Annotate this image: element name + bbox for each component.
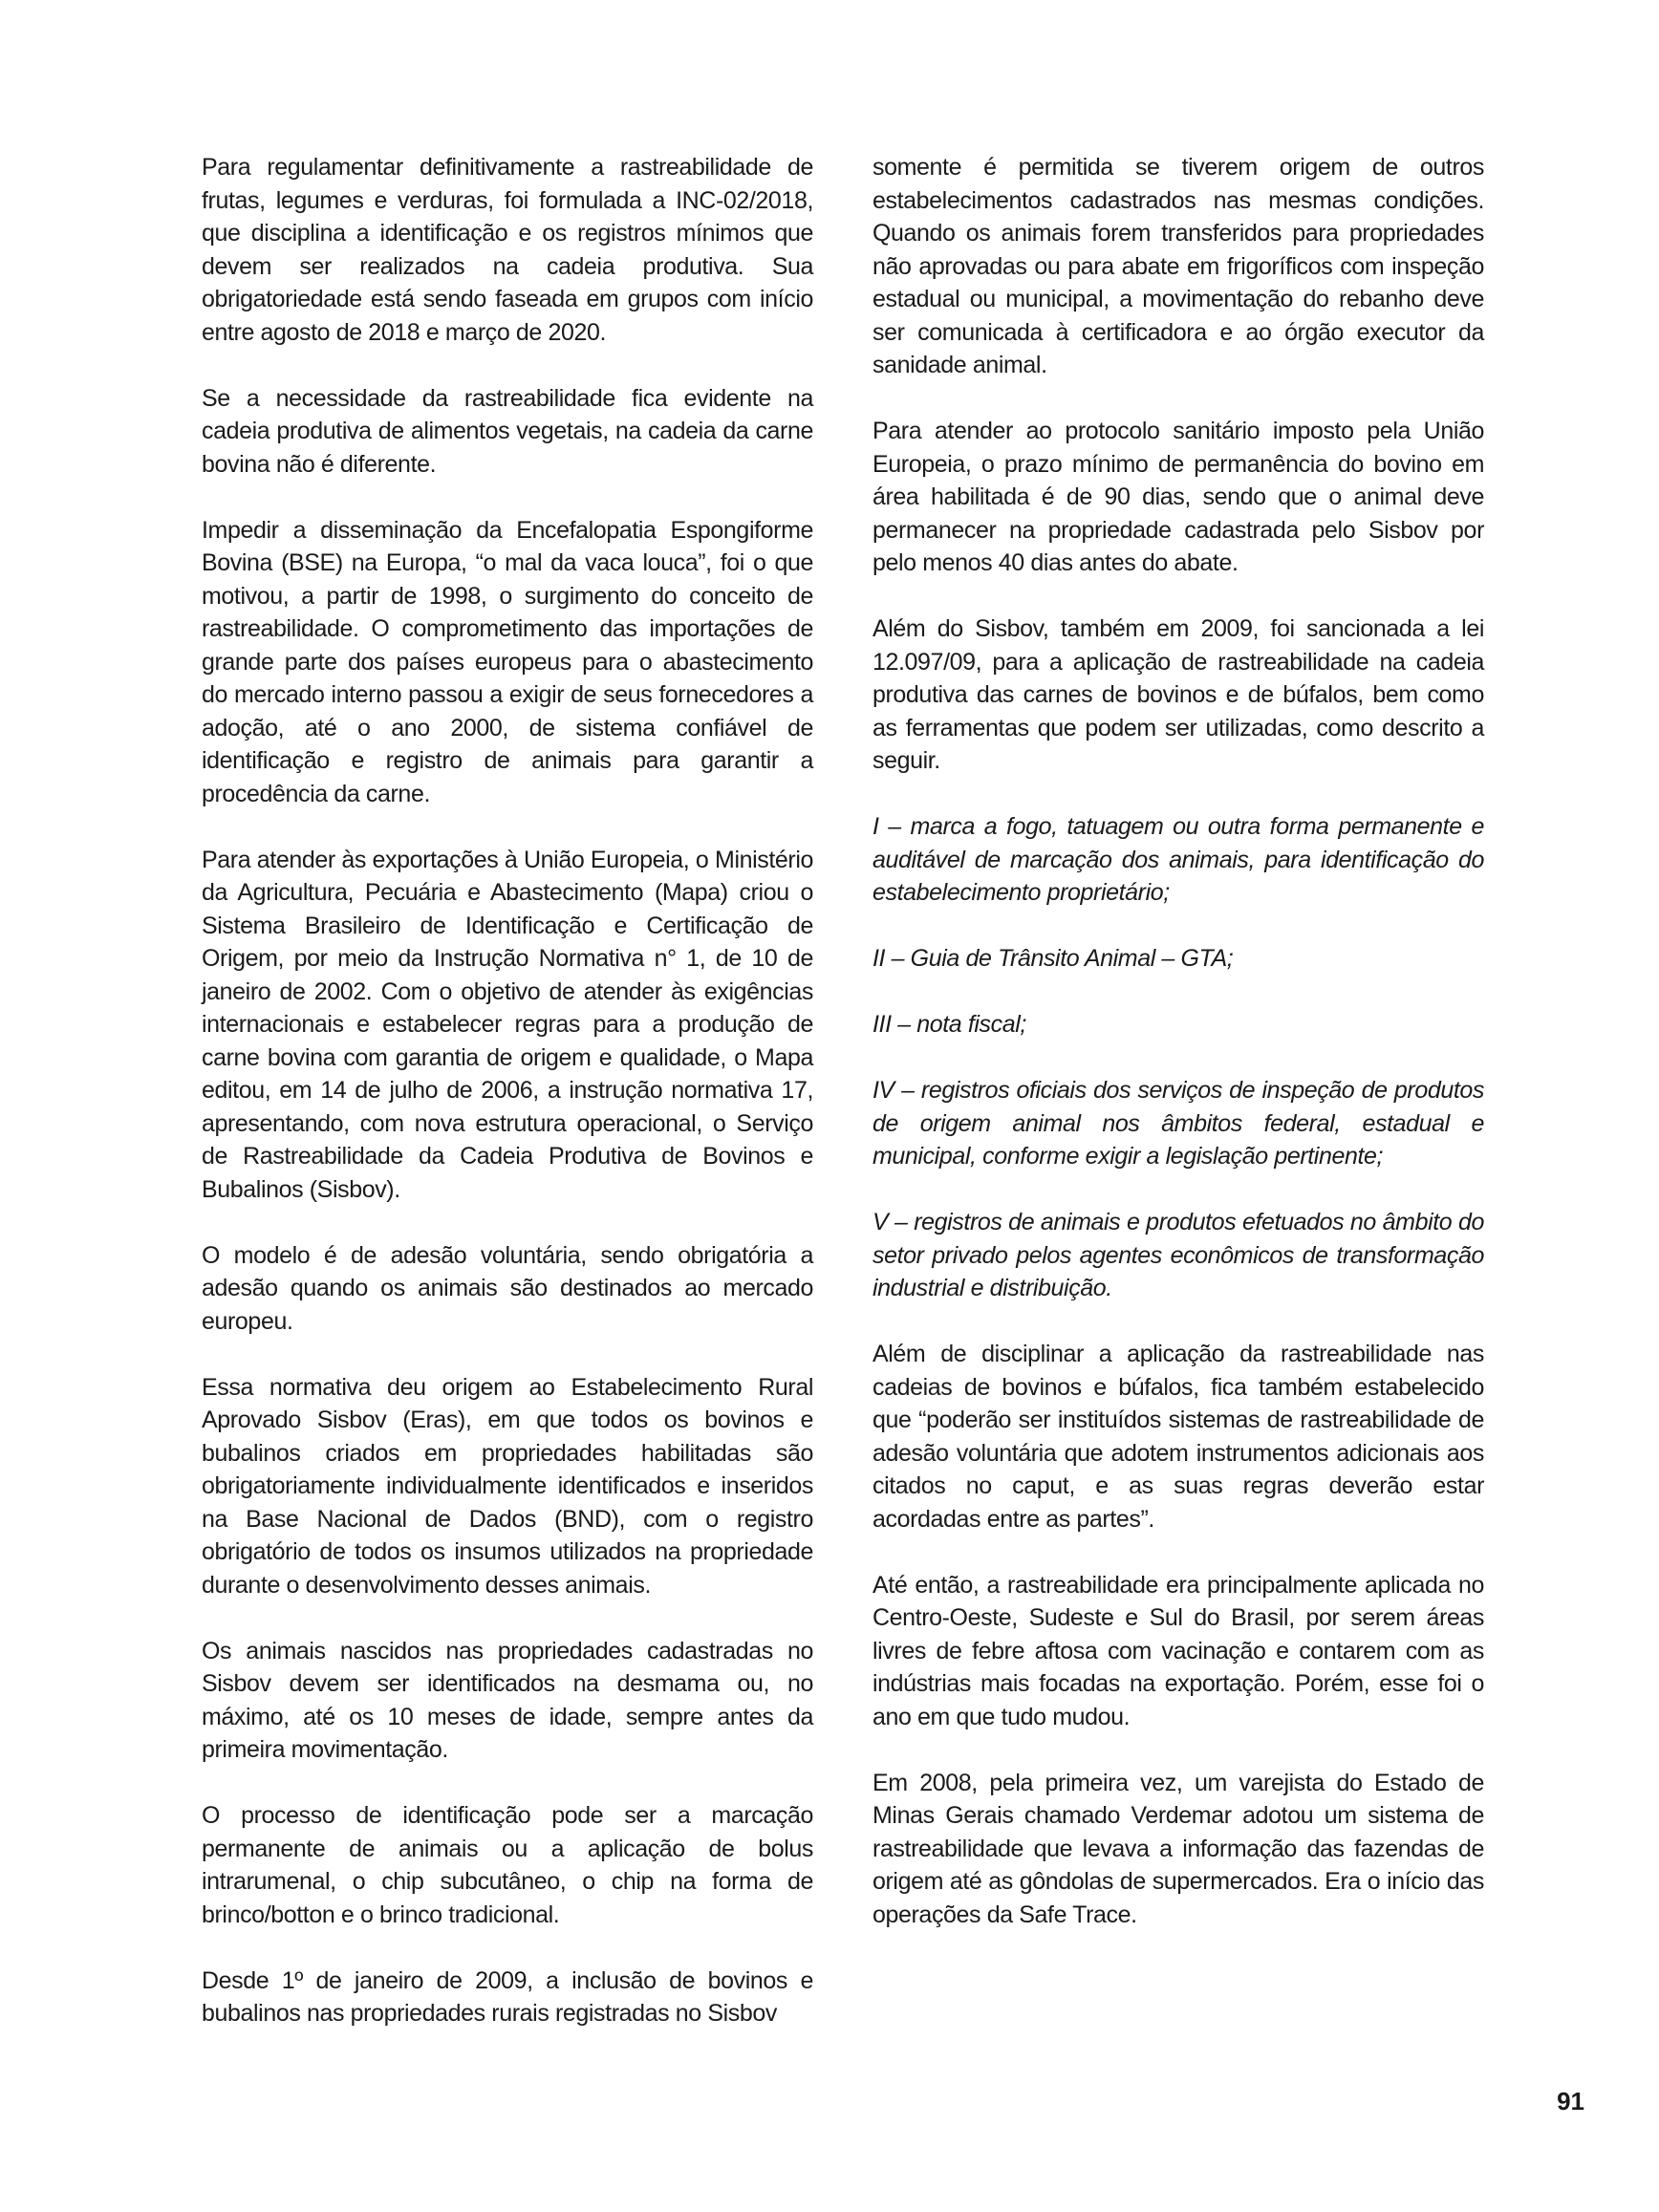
left-column [202, 151, 813, 2063]
paragraph: Os animais nascidos nas propriedades cadastradas no Sisbov devem ser identificados na desmama ou, no máximo, até os 10 meses de idade, sempre antes da primeira movimentação. [202, 1637, 813, 1763]
paragraph: Até então, a rastreabilidade era principalmente aplicada no Centro-Oeste, Sudeste e Sul do Brasil, por serem áreas livres de febre aftosa com vacinação e contarem com as indústrias mais focadas na exportação. Porém, esse foi o ano em que tudo mudou. [873, 1571, 1484, 1730]
paragraph: Se a necessidade da rastreabilidade fica evidente na cadeia produtiva de alimentos vegetais, na cadeia da carne bovina não é diferente. [202, 384, 813, 478]
law-item-v: V – registros de animais e produtos efetuados no âmbito do setor privado pelos agentes econômicos de transformação industrial e distribuição. [873, 1209, 1484, 1301]
paragraph: Além de disciplinar a aplicação da rastreabilidade nas cadeias de bovinos e búfalos, fica também estabelecido que “poderão ser instituídos sistemas de rastreabilidade de adesão voluntária que adotem instrumentos adicionais aos citados no caput, e as suas regras deverão estar acordadas entre as partes”. [873, 1341, 1484, 1533]
paragraph: Desde 1º de janeiro de 2009, a inclusão de bovinos e bubalinos nas propriedades rurais registradas no Sisbov [202, 1966, 813, 2027]
paragraph: somente é permitida se tiverem origem de outros estabelecimentos cadastrados nas mesmas condições. Quando os animais forem transferidos para propriedades não aprovadas ou para abate em frigoríficos com inspeção estadual ou municipal, a movimentação do rebanho deve ser comunicada à certificadora e ao órgão executor da sanidade animal. [873, 154, 1484, 378]
law-item-iii: III – nota fiscal; [873, 1011, 1026, 1038]
page-number: 91 [1557, 2087, 1584, 2115]
paragraph: Para atender ao protocolo sanitário imposto pela União Europeia, o prazo mínimo de permanência do bovino em área habilitada é de 90 dias, sendo que o animal deve permanecer na propriedade cadastrada pelo Sisbov por pelo menos 40 dias antes do abate. [873, 418, 1484, 576]
paragraph: Para atender às exportações à União Europeia, o Ministério da Agricultura, Pecuária e Abastecimento (Mapa) criou o Sistema Brasileiro de Identificação e Certificação de Origem, por meio da Instrução Normativa n° 1, de 10 de janeiro de 2002. Com o objetivo de atender às exigências internacionais e estabelecer regras para a produção de carne bovina com garantia de origem e qualidade, o Mapa editou, em 14 de julho de 2006, a instrução normativa 17, apresentando, com nova estrutura operacional, o Serviço de Rastreabilidade da Cadeia Produtiva de Bovinos e Bubalinos (Sisbov). [202, 846, 813, 1203]
right-column [873, 151, 1484, 1965]
paragraph: O processo de identificação pode ser a marcação permanente de animais ou a aplicação de bolus intrarumenal, o chip subcutâneo, o chip na forma de brinco/botton e o brinco tradicional. [202, 1802, 813, 1928]
paragraph: Para regulamentar definitivamente a rastreabilidade de frutas, legumes e verduras, foi formulada a INC-02/2018, que disciplina a identificação e os registros mínimos que devem ser realizados na cadeia produtiva. Sua obrigatoriedade está sendo faseada em grupos com início entre agosto de 2018 e março de 2020. [202, 154, 813, 346]
paragraph: Essa normativa deu origem ao Estabelecimento Rural Aprovado Sisbov (Eras), em que todos os bovinos e bubalinos criados em propriedades habilitadas são obrigatoriamente individualmente identificados e inseridos na Base Nacional de Dados (BND), com o registro obrigatório de todos os insumos utilizados na propriedade durante o desenvolvimento desses animais. [202, 1373, 813, 1599]
paragraph: Impedir a disseminação da Encefalopatia Espongiforme Bovina (BSE) na Europa, “o mal da vaca louca”, foi o que motivou, a partir de 1998, o surgimento do conceito de rastreabilidade. O comprometimento das importações de grande parte dos países europeus para o abastecimento do mercado interno passou a exigir de seus fornecedores a adoção, até o ano 2000, de sistema confiável de identificação e registro de animais para garantir a procedência da carne. [202, 516, 813, 807]
paragraph: Além do Sisbov, também em 2009, foi sancionada a lei 12.097/09, para a aplicação de rastreabilidade na cadeia produtiva das carnes de bovinos e de búfalos, bem como as ferramentas que podem ser utilizadas, como descrito a seguir. [873, 615, 1484, 774]
paragraph: Em 2008, pela primeira vez, um varejista do Estado de Minas Gerais chamado Verdemar adotou um sistema de rastreabilidade que levava a informação das fazendas de origem até as gôndolas de supermercados. Era o início das operações da Safe Trace. [873, 1769, 1484, 1928]
paragraph: O modelo é de adesão voluntária, sendo obrigatória a adesão quando os animais são destinados ao mercado europeu. [202, 1241, 813, 1335]
law-item-iv: IV – registros oficiais dos serviços de inspeção de produtos de origem animal nos âmbitos federal, estadual e municipal, conforme exigir a legislação pertinente; [873, 1077, 1484, 1170]
law-item-i: I – marca a fogo, tatuagem ou outra forma permanente e auditável de marcação dos animais, para identificação do estabelecimento proprietário; [873, 813, 1484, 906]
law-item-ii: II – Guia de Trânsito Animal – GTA; [873, 945, 1234, 972]
